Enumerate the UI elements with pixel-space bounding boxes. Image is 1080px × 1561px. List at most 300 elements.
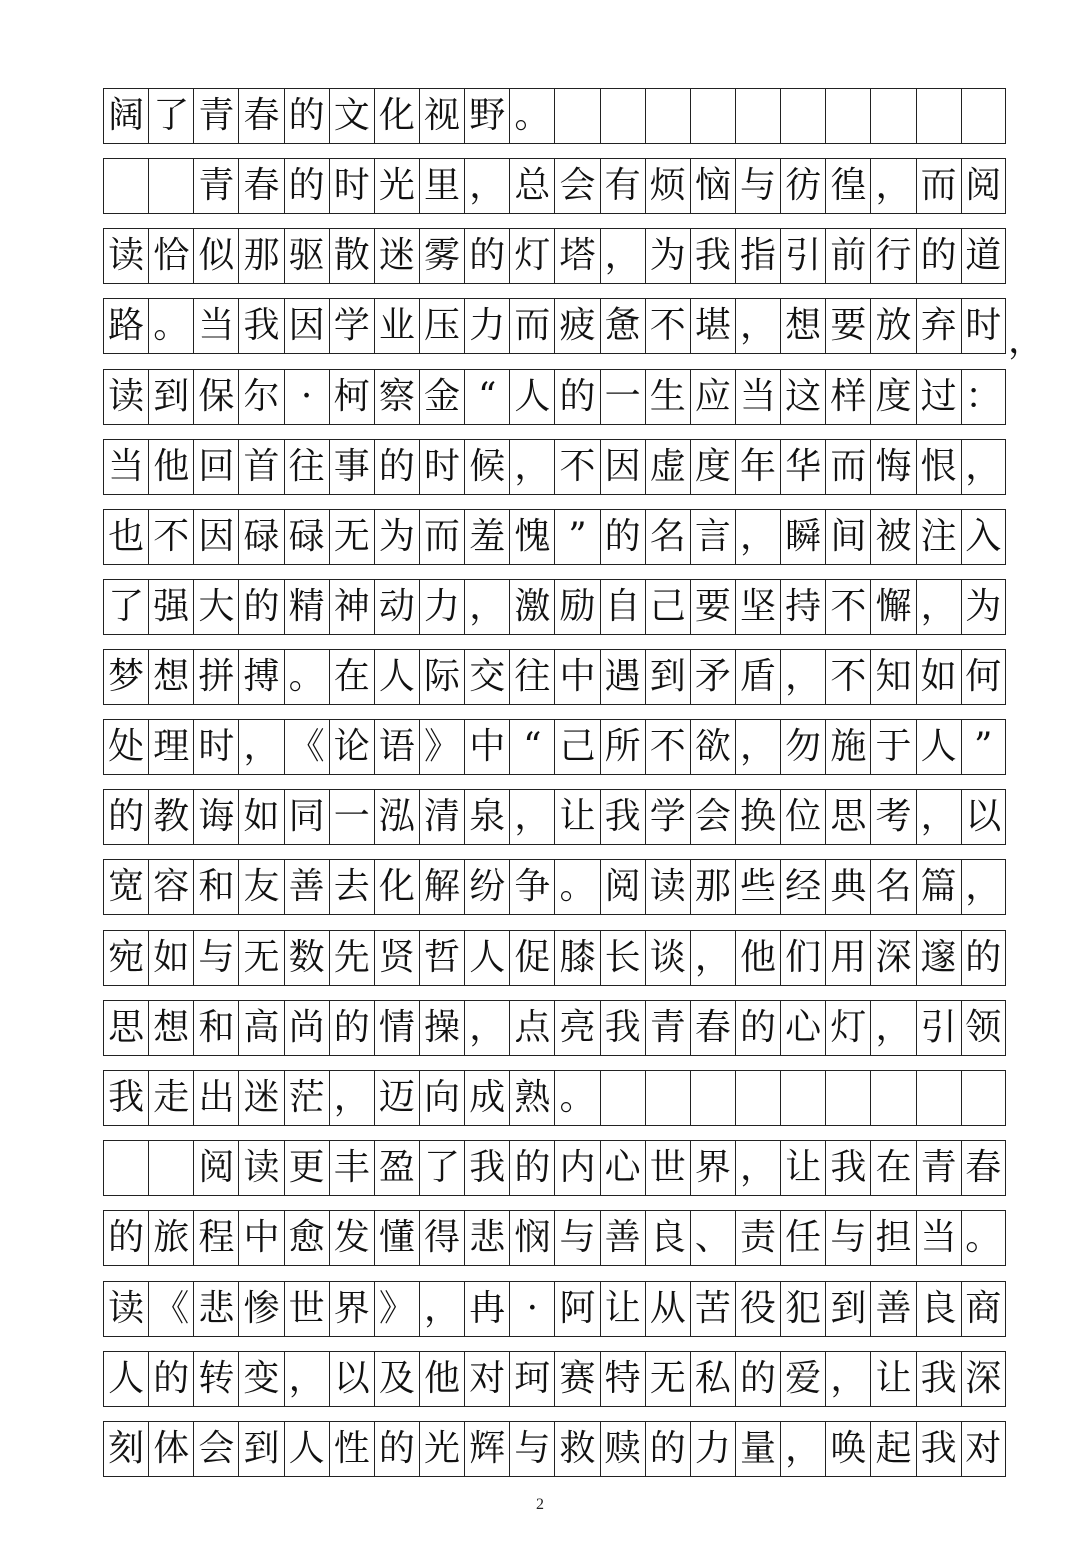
grid-row: [103, 1000, 1006, 1056]
grid-cell: 我: [825, 1141, 870, 1195]
grid-cell: 持: [780, 580, 825, 634]
grid-cell: 当: [916, 1211, 961, 1265]
grid-cell: [148, 159, 193, 213]
grid-cell: 。: [554, 1071, 599, 1125]
grid-row: [103, 369, 1006, 425]
grid-cell: 总: [509, 159, 554, 213]
grid-cell: 发: [329, 1211, 374, 1265]
grid-cell: 的: [284, 159, 329, 213]
grid-cell: 盈: [374, 1141, 419, 1195]
grid-cell: 解: [419, 860, 464, 914]
grid-cell: 人: [374, 650, 419, 704]
grid-cell: 让: [600, 1282, 645, 1336]
grid-cell: 阅: [600, 860, 645, 914]
grid-cell: 悯: [509, 1211, 554, 1265]
grid-cell: 的: [464, 229, 509, 283]
grid-cell: 的: [284, 89, 329, 143]
grid-cell: ：: [961, 370, 1006, 424]
grid-cell: 路: [103, 299, 148, 353]
grid-cell: 灯: [825, 1001, 870, 1055]
grid-cell: 的: [103, 1211, 148, 1265]
grid-cell: 年: [735, 440, 780, 494]
grid-cell: 。: [148, 299, 193, 353]
grid-cell: 数: [284, 931, 329, 985]
grid-cell: 的: [103, 790, 148, 844]
grid-cell: 金: [419, 370, 464, 424]
grid-cell: 私: [690, 1352, 735, 1406]
grid-cell: ，: [916, 790, 961, 844]
grid-cell: 阔: [103, 89, 148, 143]
grid-cell: ，: [870, 159, 915, 213]
grid-cell: ，: [238, 720, 283, 774]
grid-cell: [825, 1071, 870, 1125]
grid-cell: 烦: [645, 159, 690, 213]
grid-cell: 的: [509, 1141, 554, 1195]
grid-cell: 保: [193, 370, 238, 424]
grid-cell: 力: [690, 1422, 735, 1476]
grid-cell: 春: [238, 89, 283, 143]
grid-cell: 悔: [870, 440, 915, 494]
grid-cell: ，: [780, 650, 825, 704]
grid-cell: 的: [645, 1422, 690, 1476]
grid-cell: 换: [735, 790, 780, 844]
grid-cell: 时: [419, 440, 464, 494]
grid-cell: 更: [284, 1141, 329, 1195]
grid-cell: 拼: [193, 650, 238, 704]
grid-cell: 似: [193, 229, 238, 283]
grid-cell: 走: [148, 1071, 193, 1125]
grid-cell: 促: [509, 931, 554, 985]
grid-cell: 懈: [870, 580, 915, 634]
grid-cell: 丰: [329, 1141, 374, 1195]
grid-cell: 的: [961, 931, 1006, 985]
grid-cell: 往: [284, 440, 329, 494]
grid-cell: 阅: [961, 159, 1006, 213]
grid-cell: 交: [464, 650, 509, 704]
grid-cell: 特: [600, 1352, 645, 1406]
margin-comma: ，: [1008, 320, 1045, 361]
grid-cell: 亮: [554, 1001, 599, 1055]
grid-cell: [645, 89, 690, 143]
grid-cell: 我: [464, 1141, 509, 1195]
grid-cell: 引: [780, 229, 825, 283]
grid-cell: 际: [419, 650, 464, 704]
grid-cell: 对: [464, 1352, 509, 1406]
grid-cell: 中: [464, 720, 509, 774]
grid-cell: 的: [735, 1001, 780, 1055]
grid-cell: ”: [961, 720, 1006, 774]
grid-cell: ，: [825, 1352, 870, 1406]
grid-cell: 商: [961, 1282, 1006, 1336]
grid-cell: 人: [509, 370, 554, 424]
grid-cell: ，: [509, 440, 554, 494]
grid-cell: 入: [961, 510, 1006, 564]
grid-cell: 冉: [464, 1282, 509, 1336]
grid-cell: 回: [193, 440, 238, 494]
grid-cell: 变: [238, 1352, 283, 1406]
grid-cell: 过: [916, 370, 961, 424]
grid-cell: 纷: [464, 860, 509, 914]
grid-cell: ·: [509, 1282, 554, 1336]
grid-row: [103, 439, 1006, 495]
grid-row: [103, 1070, 1006, 1126]
grid-cell: ，: [735, 299, 780, 353]
grid-cell: 愈: [284, 1211, 329, 1265]
grid-cell: [870, 1071, 915, 1125]
grid-cell: 《: [284, 720, 329, 774]
grid-cell: 引: [916, 1001, 961, 1055]
grid-cell: 读: [103, 229, 148, 283]
grid-cell: 无: [238, 931, 283, 985]
grid-cell: 人: [284, 1422, 329, 1476]
grid-cell: 去: [329, 860, 374, 914]
grid-cell: 情: [374, 1001, 419, 1055]
grid-cell: 灯: [509, 229, 554, 283]
grid-cell: 担: [870, 1211, 915, 1265]
grid-cell: 无: [645, 1352, 690, 1406]
grid-row: [103, 1210, 1006, 1266]
grid-cell: ，: [464, 159, 509, 213]
grid-cell: 人: [916, 720, 961, 774]
grid-cell: 与: [509, 1422, 554, 1476]
grid-cell: 体: [148, 1422, 193, 1476]
grid-cell: [916, 89, 961, 143]
grid-cell: 被: [870, 510, 915, 564]
grid-cell: 处: [103, 720, 148, 774]
grid-cell: 而: [916, 159, 961, 213]
grid-cell: 熟: [509, 1071, 554, 1125]
grid-cell: 会: [193, 1422, 238, 1476]
grid-cell: 膝: [554, 931, 599, 985]
grid-cell: 瞬: [780, 510, 825, 564]
grid-cell: 中: [554, 650, 599, 704]
grid-cell: 的: [238, 580, 283, 634]
grid-cell: 彷: [780, 159, 825, 213]
grid-cell: 激: [509, 580, 554, 634]
grid-cell: 也: [103, 510, 148, 564]
grid-cell: ，: [329, 1071, 374, 1125]
grid-cell: 青: [645, 1001, 690, 1055]
grid-cell: 学: [329, 299, 374, 353]
grid-cell: 世: [284, 1282, 329, 1336]
grid-cell: 而: [509, 299, 554, 353]
grid-cell: 教: [148, 790, 193, 844]
grid-cell: 度: [690, 440, 735, 494]
grid-cell: 理: [148, 720, 193, 774]
grid-cell: 经: [780, 860, 825, 914]
grid-cell: 心: [780, 1001, 825, 1055]
grid-cell: ，: [464, 580, 509, 634]
grid-cell: 向: [419, 1071, 464, 1125]
grid-cell: 己: [554, 720, 599, 774]
grid-cell: 与: [735, 159, 780, 213]
grid-cell: 碌: [284, 510, 329, 564]
grid-cell: 内: [554, 1141, 599, 1195]
grid-cell: 不: [148, 510, 193, 564]
grid-cell: 善: [870, 1282, 915, 1336]
grid-cell: ，: [284, 1352, 329, 1406]
grid-cell: 压: [419, 299, 464, 353]
grid-cell: 了: [103, 580, 148, 634]
grid-cell: “: [464, 370, 509, 424]
grid-cell: 光: [374, 159, 419, 213]
grid-cell: 我: [600, 1001, 645, 1055]
grid-cell: 迷: [238, 1071, 283, 1125]
grid-cell: 会: [690, 790, 735, 844]
grid-cell: 青: [916, 1141, 961, 1195]
grid-cell: 时: [961, 299, 1006, 353]
grid-cell: 出: [193, 1071, 238, 1125]
grid-cell: 程: [193, 1211, 238, 1265]
grid-cell: “: [509, 720, 554, 774]
grid-cell: 界: [329, 1282, 374, 1336]
grid-row: [103, 88, 1006, 144]
grid-cell: 间: [825, 510, 870, 564]
grid-cell: 。: [554, 860, 599, 914]
grid-cell: 一: [600, 370, 645, 424]
grid-cell: [961, 89, 1006, 143]
grid-cell: 勿: [780, 720, 825, 774]
grid-cell: 己: [645, 580, 690, 634]
grid-cell: 无: [329, 510, 374, 564]
grid-cell: 友: [238, 860, 283, 914]
grid-cell: 读: [645, 860, 690, 914]
grid-cell: 。: [509, 89, 554, 143]
grid-cell: 们: [780, 931, 825, 985]
grid-cell: [916, 1071, 961, 1125]
grid-cell: 先: [329, 931, 374, 985]
grid-cell: 和: [193, 1001, 238, 1055]
grid-row: [103, 649, 1006, 705]
grid-cell: 心: [600, 1141, 645, 1195]
grid-cell: 深: [870, 931, 915, 985]
grid-cell: 悲: [193, 1282, 238, 1336]
grid-cell: 宛: [103, 931, 148, 985]
grid-cell: 首: [238, 440, 283, 494]
grid-cell: 放: [870, 299, 915, 353]
grid-cell: 欲: [690, 720, 735, 774]
grid-cell: 和: [193, 860, 238, 914]
grid-cell: ，: [870, 1001, 915, 1055]
grid-cell: 里: [419, 159, 464, 213]
grid-cell: 于: [870, 720, 915, 774]
grid-cell: 与: [554, 1211, 599, 1265]
grid-cell: 自: [600, 580, 645, 634]
grid-cell: 性: [329, 1422, 374, 1476]
grid-cell: [735, 89, 780, 143]
grid-cell: 当: [103, 440, 148, 494]
grid-cell: 雾: [419, 229, 464, 283]
grid-cell: 应: [690, 370, 735, 424]
grid-cell: 因: [284, 299, 329, 353]
grid-row: [103, 1421, 1006, 1477]
grid-cell: 。: [961, 1211, 1006, 1265]
grid-cell: 生: [645, 370, 690, 424]
grid-cell: 那: [690, 860, 735, 914]
grid-cell: [735, 1071, 780, 1125]
grid-cell: 施: [825, 720, 870, 774]
grid-cell: 界: [690, 1141, 735, 1195]
grid-cell: 动: [374, 580, 419, 634]
grid-cell: 泉: [464, 790, 509, 844]
grid-cell: 青: [193, 159, 238, 213]
grid-cell: ”: [554, 510, 599, 564]
grid-cell: 文: [329, 89, 374, 143]
grid-cell: ，: [780, 1422, 825, 1476]
grid-cell: 迈: [374, 1071, 419, 1125]
grid-cell: 哲: [419, 931, 464, 985]
grid-cell: 珂: [509, 1352, 554, 1406]
grid-cell: 世: [645, 1141, 690, 1195]
grid-cell: 时: [329, 159, 374, 213]
grid-cell: 与: [193, 931, 238, 985]
grid-cell: 责: [735, 1211, 780, 1265]
grid-cell: 读: [103, 370, 148, 424]
grid-cell: 而: [825, 440, 870, 494]
grid-cell: 如: [238, 790, 283, 844]
grid-cell: 虚: [645, 440, 690, 494]
grid-cell: 操: [419, 1001, 464, 1055]
grid-cell: 学: [645, 790, 690, 844]
grid-cell: 塔: [554, 229, 599, 283]
grid-cell: 为: [961, 580, 1006, 634]
grid-cell: 我: [916, 1422, 961, 1476]
grid-cell: 犯: [780, 1282, 825, 1336]
grid-cell: 人: [103, 1352, 148, 1406]
grid-cell: 恨: [916, 440, 961, 494]
grid-cell: 了: [148, 89, 193, 143]
grid-cell: 春: [238, 159, 283, 213]
grid-cell: 爱: [780, 1352, 825, 1406]
grid-cell: 以: [329, 1352, 374, 1406]
grid-cell: 强: [148, 580, 193, 634]
grid-cell: 前: [825, 229, 870, 283]
grid-cell: 想: [148, 650, 193, 704]
grid-cell: 因: [600, 440, 645, 494]
grid-row: [103, 719, 1006, 775]
grid-cell: 贤: [374, 931, 419, 985]
grid-cell: 人: [464, 931, 509, 985]
grid-cell: 一: [329, 790, 374, 844]
grid-cell: 救: [554, 1422, 599, 1476]
grid-cell: 会: [554, 159, 599, 213]
grid-cell: 遇: [600, 650, 645, 704]
grid-cell: ·: [284, 370, 329, 424]
grid-cell: 点: [509, 1001, 554, 1055]
grid-cell: 不: [825, 580, 870, 634]
grid-cell: 为: [645, 229, 690, 283]
grid-cell: 的: [916, 229, 961, 283]
grid-cell: [103, 159, 148, 213]
grid-cell: 懂: [374, 1211, 419, 1265]
grid-cell: 何: [961, 650, 1006, 704]
grid-cell: 善: [284, 860, 329, 914]
grid-cell: 考: [870, 790, 915, 844]
grid-cell: 高: [238, 1001, 283, 1055]
grid-cell: 不: [645, 720, 690, 774]
grid-cell: ，: [509, 790, 554, 844]
grid-cell: 度: [870, 370, 915, 424]
grid-cell: 徨: [825, 159, 870, 213]
grid-cell: 化: [374, 89, 419, 143]
grid-cell: 的: [148, 1352, 193, 1406]
grid-cell: 邃: [916, 931, 961, 985]
grid-cell: 我: [103, 1071, 148, 1125]
grid-row: [103, 1140, 1006, 1196]
grid-cell: 光: [419, 1422, 464, 1476]
grid-cell: 的: [554, 370, 599, 424]
grid-cell: 力: [419, 580, 464, 634]
grid-cell: 驱: [284, 229, 329, 283]
grid-cell: ，: [735, 510, 780, 564]
grid-cell: 如: [916, 650, 961, 704]
grid-cell: 辉: [464, 1422, 509, 1476]
grid-row: [103, 930, 1006, 986]
grid-cell: 读: [238, 1141, 283, 1195]
grid-cell: 当: [193, 299, 238, 353]
grid-cell: 事: [329, 440, 374, 494]
grid-cell: 碌: [238, 510, 283, 564]
grid-cell: 搏: [238, 650, 283, 704]
grid-cell: ，: [735, 720, 780, 774]
grid-cell: 宽: [103, 860, 148, 914]
grid-cell: 领: [961, 1001, 1006, 1055]
grid-cell: ，: [690, 931, 735, 985]
grid-cell: [554, 89, 599, 143]
grid-cell: 长: [600, 931, 645, 985]
grid-cell: 为: [374, 510, 419, 564]
grid-cell: ，: [735, 1141, 780, 1195]
grid-cell: ，: [961, 860, 1006, 914]
grid-cell: 泓: [374, 790, 419, 844]
grid-cell: [645, 1071, 690, 1125]
grid-cell: [961, 1071, 1006, 1125]
grid-cell: 不: [554, 440, 599, 494]
grid-cell: 在: [329, 650, 374, 704]
grid-cell: 赛: [554, 1352, 599, 1406]
grid-cell: 矛: [690, 650, 735, 704]
grid-cell: 茫: [284, 1071, 329, 1125]
grid-cell: 到: [645, 650, 690, 704]
grid-cell: 我: [600, 790, 645, 844]
grid-cell: 注: [916, 510, 961, 564]
grid-row: [103, 789, 1006, 845]
grid-cell: 得: [419, 1211, 464, 1265]
grid-cell: 名: [645, 510, 690, 564]
grid-cell: 任: [780, 1211, 825, 1265]
grid-cell: 思: [825, 790, 870, 844]
grid-cell: 从: [645, 1282, 690, 1336]
grid-cell: 阿: [554, 1282, 599, 1336]
grid-cell: 所: [600, 720, 645, 774]
grid-cell: 起: [870, 1422, 915, 1476]
grid-cell: [600, 89, 645, 143]
grid-cell: 。: [284, 650, 329, 704]
grid-cell: 春: [690, 1001, 735, 1055]
grid-cell: 恰: [148, 229, 193, 283]
grid-cell: 要: [690, 580, 735, 634]
grid-row: [103, 509, 1006, 565]
grid-cell: [870, 89, 915, 143]
grid-cell: 诲: [193, 790, 238, 844]
grid-cell: 让: [554, 790, 599, 844]
grid-cell: 坚: [735, 580, 780, 634]
grid-cell: 苦: [690, 1282, 735, 1336]
grid-cell: 位: [780, 790, 825, 844]
grid-cell: 他: [419, 1352, 464, 1406]
grid-row: [103, 1281, 1006, 1337]
grid-cell: [780, 1071, 825, 1125]
